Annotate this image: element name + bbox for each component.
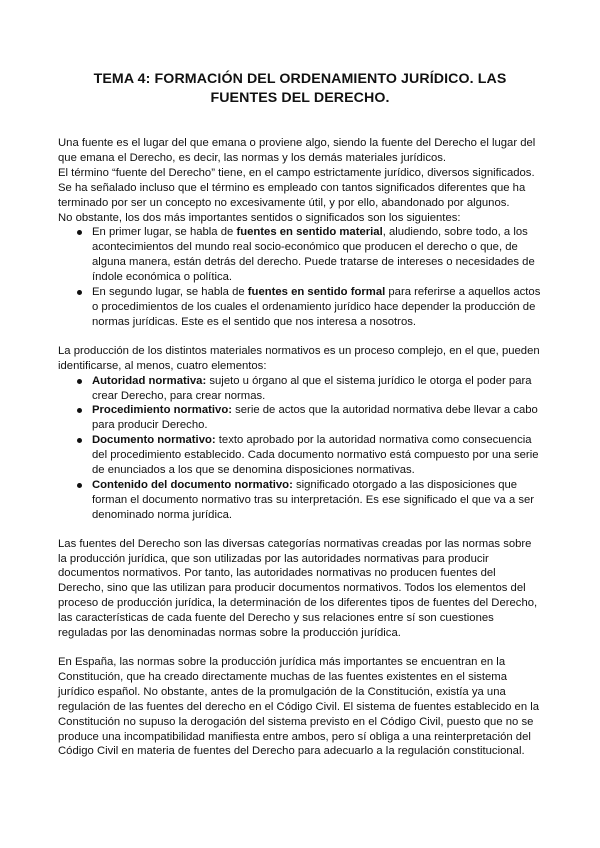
paragraph-espana: En España, las normas sobre la producción jurídica más importantes se encuentran en la Constitución, que ha creado directamente muchas de las fuentes existentes en el sistema jurídico español. No obstante, antes de la promulgación de la Constitución, existía ya una regulación de las fuentes del derecho en el Código Civil. El sistema de fuentes establecido en la Constitución no supuso la derogación del sistema previsto en el Código Civil, puesto que no se produce una incompatibilidad manifiesta entre ambos, pero sí obliga a una reinterpretación del Código Civil en materia de fuentes del Derecho para adecuarlo a la regulación constitucional. bbox=[58, 656, 540, 758]
elements-section bbox=[58, 344, 542, 523]
sentidos-list bbox=[58, 225, 542, 329]
list-item: Autoridad normativa: sujeto u órgano al que el sistema jurídico le otorga el poder para crear Derecho, para crear normas. bbox=[92, 374, 542, 404]
bold-term: Procedimiento normativo: bbox=[92, 404, 232, 417]
document-title: TEMA 4: FORMACIÓN DEL ORDENAMIENTO JURÍDICO. LAS FUENTES DEL DERECHO. bbox=[93, 71, 507, 106]
paragraph-termino: El término “fuente del Derecho” tiene, en el campo estrictamente jurídico, diversos significados. Se ha señalado incluso que el término es empleado con tantos significados diferentes que ha terminado por ser un concepto no excesivamente útil, y por ello, abandonado por algunos. bbox=[58, 166, 535, 209]
paragraph-no-obstante: No obstante, los dos más importantes sentidos o significados son los siguientes: bbox=[58, 211, 461, 224]
list-item: Procedimiento normativo: serie de actos que la autoridad normativa debe llevar a cabo para producir Derecho. bbox=[92, 403, 542, 433]
paragraph-fuentes-categorias: Las fuentes del Derecho son las diversas categorías normativas creadas por las normas sobre la producción jurídica, que son utilizadas por las autoridades normativas para producir documentos normativos. Por tanto, las autoridades normativas no producen fuentes del Derecho, sino que las utilizan para producir documentos normativos. Todos los elementos del proceso de producción jurídica, la determinación de los diferentes tipos de fuentes del Derecho, las características de cada fuente del Derecho y sus relaciones entre sí son cuestiones reguladas por las denominadas normas sobre la producción jurídica. bbox=[58, 537, 538, 640]
paragraph-fuente-definition: Una fuente es el lugar del que emana o proviene algo, siendo la fuente del Derecho el lugar del que emana el Derecho, es decir, las normas y los demás materiales jurídicos. bbox=[58, 137, 536, 164]
bold-term: Documento normativo: bbox=[92, 434, 216, 447]
list-item: En primer lugar, se habla de fuentes en sentido material, aludiendo, sobre todo, a los acontecimientos del mundo real socio-económico que producen el derecho o que, de alguna manera, están detrás del derecho. Puede tratarse de intereses o necesidades de índole económica o política. bbox=[92, 225, 542, 285]
bold-term: Autoridad normativa: bbox=[92, 374, 207, 387]
bold-term: fuentes en sentido formal bbox=[247, 286, 386, 299]
intro-section bbox=[58, 136, 542, 330]
list-item: En segundo lugar, se habla de fuentes en sentido formal para referirse a aquellos actos o procedimientos de los cuales el ordenamiento jurídico hace depender la producción de normas jurídicas. Este es el sentido que nos interesa a nosotros. bbox=[92, 286, 541, 328]
elementos-list bbox=[58, 374, 542, 523]
paragraph-produccion: La producción de los distintos materiales normativos es un proceso complejo, en el que, pueden identificarse, al menos, cuatro elementos: bbox=[58, 344, 540, 372]
list-item: Contenido del documento normativo: significado otorgado a las disposiciones que forman el documento normativo tras su interpretación. Es ese significado el que va a ser denominado norma jurídica. bbox=[92, 478, 542, 523]
list-item: Documento normativo: texto aprobado por la autoridad normativa como consecuencia del procedimiento establecido. Cada documento normativo está compuesto por una serie de enunciados a los que se denomina disposiciones normativas. bbox=[92, 433, 542, 478]
bold-term: fuentes en sentido material bbox=[236, 226, 383, 239]
bold-term: Contenido del documento normativo: bbox=[92, 478, 293, 491]
